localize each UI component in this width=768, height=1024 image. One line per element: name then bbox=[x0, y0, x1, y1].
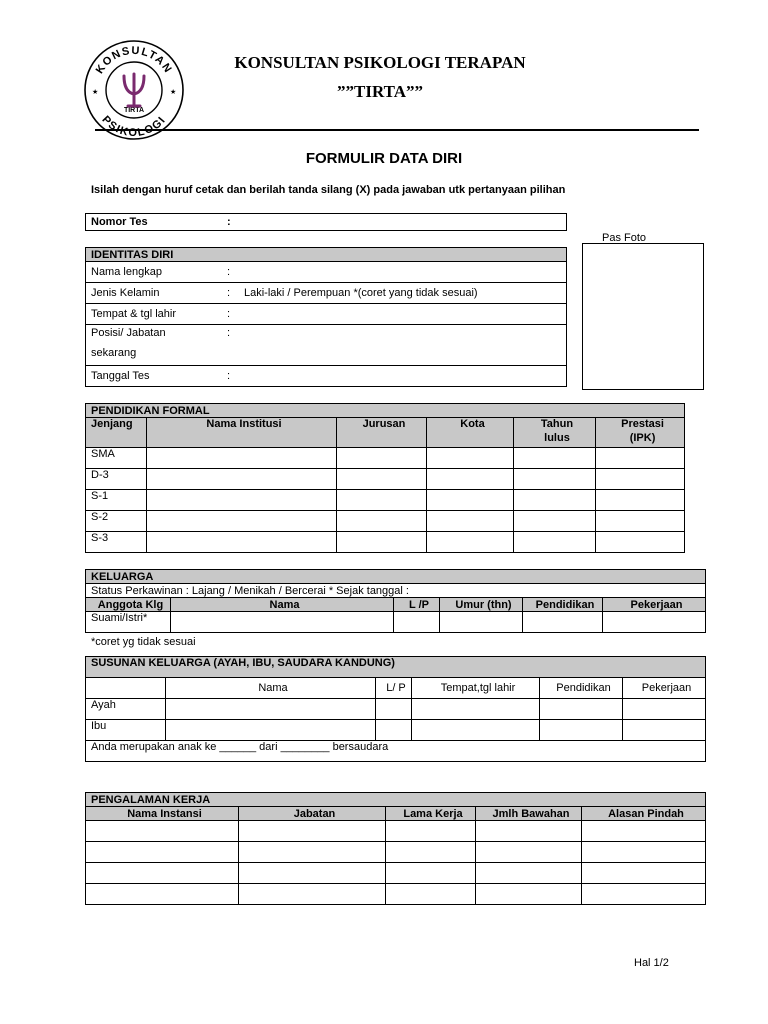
identitas-header: IDENTITAS DIRI bbox=[86, 248, 567, 262]
trident-icon bbox=[124, 74, 144, 106]
table-row: Suami/Istri* bbox=[86, 612, 706, 633]
table-row: S-2 bbox=[86, 511, 685, 532]
form-title: FORMULIR DATA DIRI bbox=[305, 150, 463, 167]
tirta-logo bbox=[82, 38, 186, 142]
logo-inner-text: TIRTA bbox=[123, 107, 145, 114]
page-number: Hal 1/2 bbox=[634, 957, 669, 969]
nama-lengkap-field[interactable]: Nama lengkap : bbox=[86, 262, 567, 283]
pengalaman-table: PENGALAMAN KERJA Nama Instansi Jabatan Lama Kerja Jmlh Bawahan Alasan Pindah bbox=[85, 792, 706, 905]
jenis-kelamin-options: Laki-laki / Perempuan *(coret yang tidak sesuai) bbox=[244, 287, 478, 299]
table-row: D-3 bbox=[86, 469, 685, 490]
tanggal-tes-field[interactable]: Tanggal Tes : bbox=[86, 366, 567, 387]
table-row bbox=[86, 842, 706, 863]
tempat-tgl-lahir-field[interactable]: Tempat & tgl lahir : bbox=[86, 304, 567, 325]
keluarga-header: KELUARGA bbox=[86, 570, 706, 584]
nomor-tes-field[interactable]: Nomor Tes : bbox=[86, 214, 567, 231]
table-row: SMA bbox=[86, 448, 685, 469]
posisi-jabatan-field[interactable]: Posisi/ Jabatan sekarang : bbox=[86, 325, 567, 366]
logo-top-text: KONSULTAN bbox=[93, 44, 175, 77]
star-icon: ★ bbox=[170, 89, 177, 96]
coret-note: *coret yg tidak sesuai bbox=[91, 636, 196, 648]
susunan-header: SUSUNAN KELUARGA (AYAH, IBU, SAUDARA KANDUNG) bbox=[86, 657, 706, 678]
org-subtitle: ””TIRTA”” bbox=[337, 82, 423, 101]
pengalaman-header: PENGALAMAN KERJA bbox=[86, 793, 706, 807]
nomor-tes-label: Nomor Tes bbox=[91, 216, 148, 228]
star-icon: ★ bbox=[92, 89, 99, 96]
table-row: Ayah bbox=[86, 699, 706, 720]
pas-foto-box[interactable] bbox=[582, 243, 704, 390]
nomor-tes-table bbox=[85, 213, 567, 231]
header-divider bbox=[95, 129, 699, 131]
keluarga-table: KELUARGA Status Perkawinan : Lajang / Menikah / Bercerai * Sejak tanggal : Anggota Klg Nama L /P Umur (thn) Pendidikan Pekerjaan Suami/Istri* bbox=[85, 569, 706, 633]
pas-foto-label: Pas Foto bbox=[602, 232, 647, 244]
pendidikan-table: PENDIDIKAN FORMAL Jenjang Nama Institusi Jurusan Kota Tahun lulus Prestasi (IPK) SMA D-3 S-1 S-2 S-3 bbox=[85, 403, 685, 553]
table-row: Ibu bbox=[86, 720, 706, 741]
instruction-text: Isilah dengan huruf cetak dan berilah tanda silang (X) pada jawaban utk pertanyaan pilihan bbox=[91, 184, 566, 196]
jenis-kelamin-field[interactable]: Jenis Kelamin : Laki-laki / Perempuan *(coret yang tidak sesuai) bbox=[86, 283, 567, 304]
table-row bbox=[86, 821, 706, 842]
status-perkawinan-line[interactable]: Status Perkawinan : Lajang / Menikah / Bercerai * Sejak tanggal : bbox=[86, 584, 706, 598]
anak-ke-line[interactable]: Anda merupakan anak ke ______ dari ________ bersaudara bbox=[86, 741, 706, 762]
identitas-table bbox=[85, 247, 567, 387]
table-row bbox=[86, 884, 706, 905]
table-row bbox=[86, 863, 706, 884]
logo-bottom-text: PSIKOLOGI bbox=[99, 113, 169, 140]
pendidikan-header: PENDIDIKAN FORMAL bbox=[86, 404, 685, 418]
org-title: KONSULTAN PSIKOLOGI TERAPAN bbox=[234, 53, 526, 72]
table-row: S-1 bbox=[86, 490, 685, 511]
table-row: S-3 bbox=[86, 532, 685, 553]
susunan-table: SUSUNAN KELUARGA (AYAH, IBU, SAUDARA KANDUNG) Nama L/ P Tempat,tgl lahir Pendidikan Pekerjaan Ayah Ibu Anda merupakan anak ke ______ dari ________ bersaudara bbox=[85, 656, 706, 762]
